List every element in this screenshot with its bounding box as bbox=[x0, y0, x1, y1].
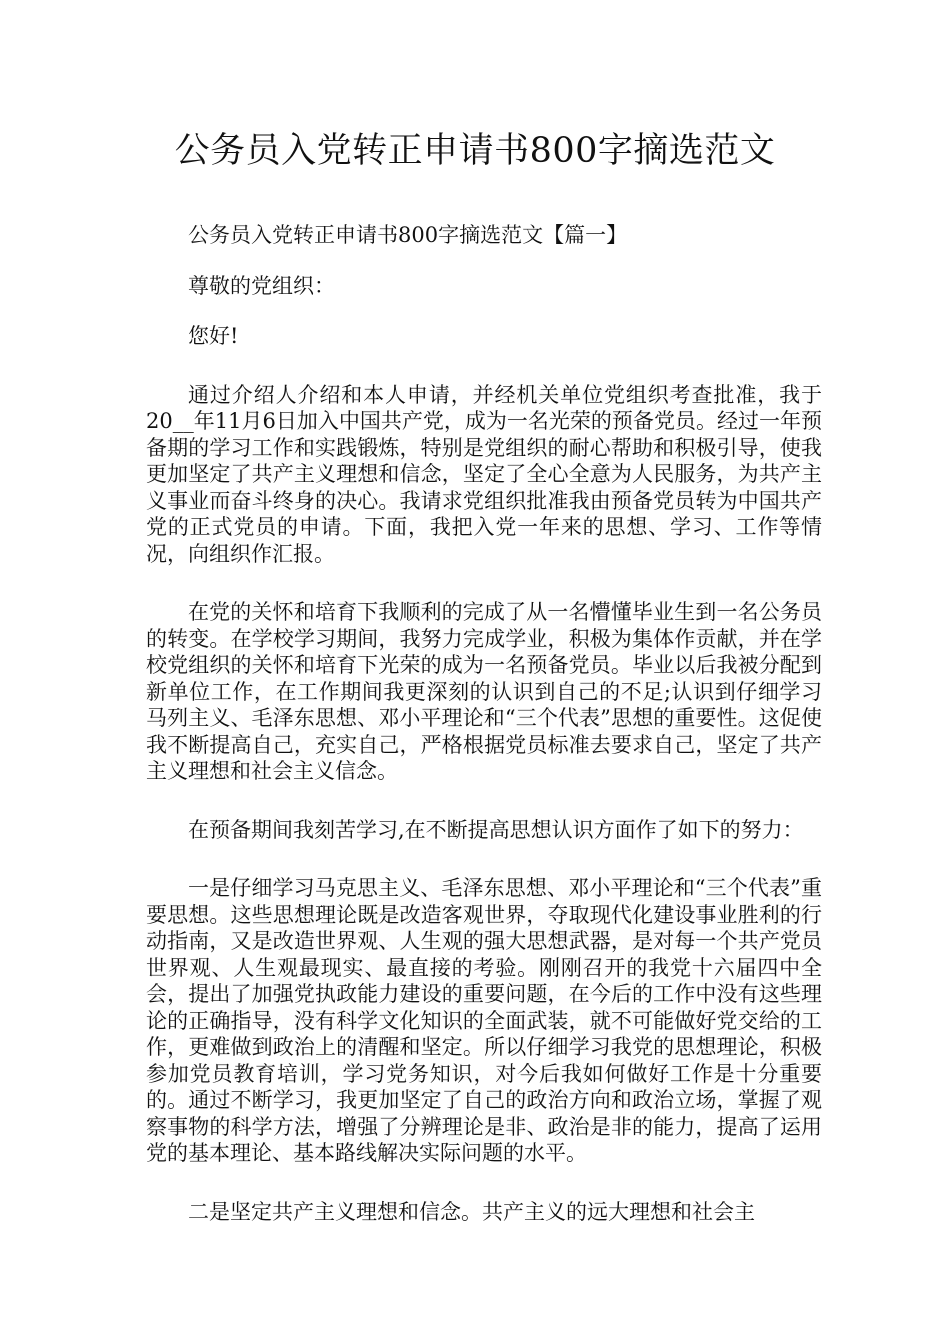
section-heading: 公务员入党转正申请书800字摘选范文【篇一】 bbox=[188, 223, 628, 247]
document-body bbox=[146, 222, 822, 1225]
greeting: 您好! bbox=[188, 324, 239, 348]
salutation: 尊敬的党组织： bbox=[188, 273, 335, 298]
body-paragraph: 一是仔细学习马克思主义、毛泽东思想、邓小平理论和“三个代表”重要思想。这些思想理论既是改造客观世界，夺取现代化建设事业胜利的行动指南，又是改造世界观、人生观的强大思想武器，是对每一个共产党员世界观、人生观最现实、最直接的考验。刚刚召开的我党十六届四中全会，提出了加强党执政能力建设的重要问题，在今后的工作中没有这些理论的正确指导，没有科学文化知识的全面武装，就不可能做好党交给的工作，更难做到政治上的清醒和坚定。所以仔细学习我党的思想理论，积极参加党员教育培训，学习党务知识，对今后我如何做好工作是十分重要的。通过不断学习，我更加坚定了自己的政治方向和政治立场，掌握了观察事物的科学方法，增强了分辨理论是非、政治是非的能力，提高了运用党的基本理论、基本路线解决实际问题的水平。 bbox=[146, 876, 822, 1165]
body-paragraph: 二是坚定共产主义理想和信念。共产主义的远大理想和社会主 bbox=[188, 1199, 755, 1224]
body-paragraph: 在党的关怀和培育下我顺利的完成了从一名懵懂毕业生到一名公务员的转变。在学校学习期间，我努力完成学业，积极为集体作贡献，并在学校党组织的关怀和培育下光荣的成为一名预备党员。毕业以后我被分配到新单位工作，在工作期间我更深刻的认识到自己的不足;认识到仔细学习马列主义、毛泽东思想、邓小平理论和“三个代表”思想的重要性。这促使我不断提高自己，充实自己，严格根据党员标准去要求自己，坚定了共产主义理想和社会主义信念。 bbox=[146, 600, 822, 783]
body-paragraph: 在预备期间我刻苦学习,在不断提高思想认识方面作了如下的努力： bbox=[188, 817, 804, 842]
body-paragraph: 通过介绍人介绍和本人申请，并经机关单位党组织考查批准，我于20__年11月6日加入中国共产党，成为一名光荣的预备党员。经过一年预备期的学习工作和实践锻炼，特别是党组织的耐心帮助和积极引导，使我更加坚定了共产主义理想和信念，坚定了全心全意为人民服务，为共产主义事业而奋斗终身的决心。我请求党组织批准我由预备党员转为中国共产党的正式党员的申请。下面，我把入党一年来的思想、学习、工作等情况，向组织作汇报。 bbox=[146, 382, 822, 566]
document-title: 公务员入党转正申请书800字摘选范文 bbox=[174, 131, 776, 171]
